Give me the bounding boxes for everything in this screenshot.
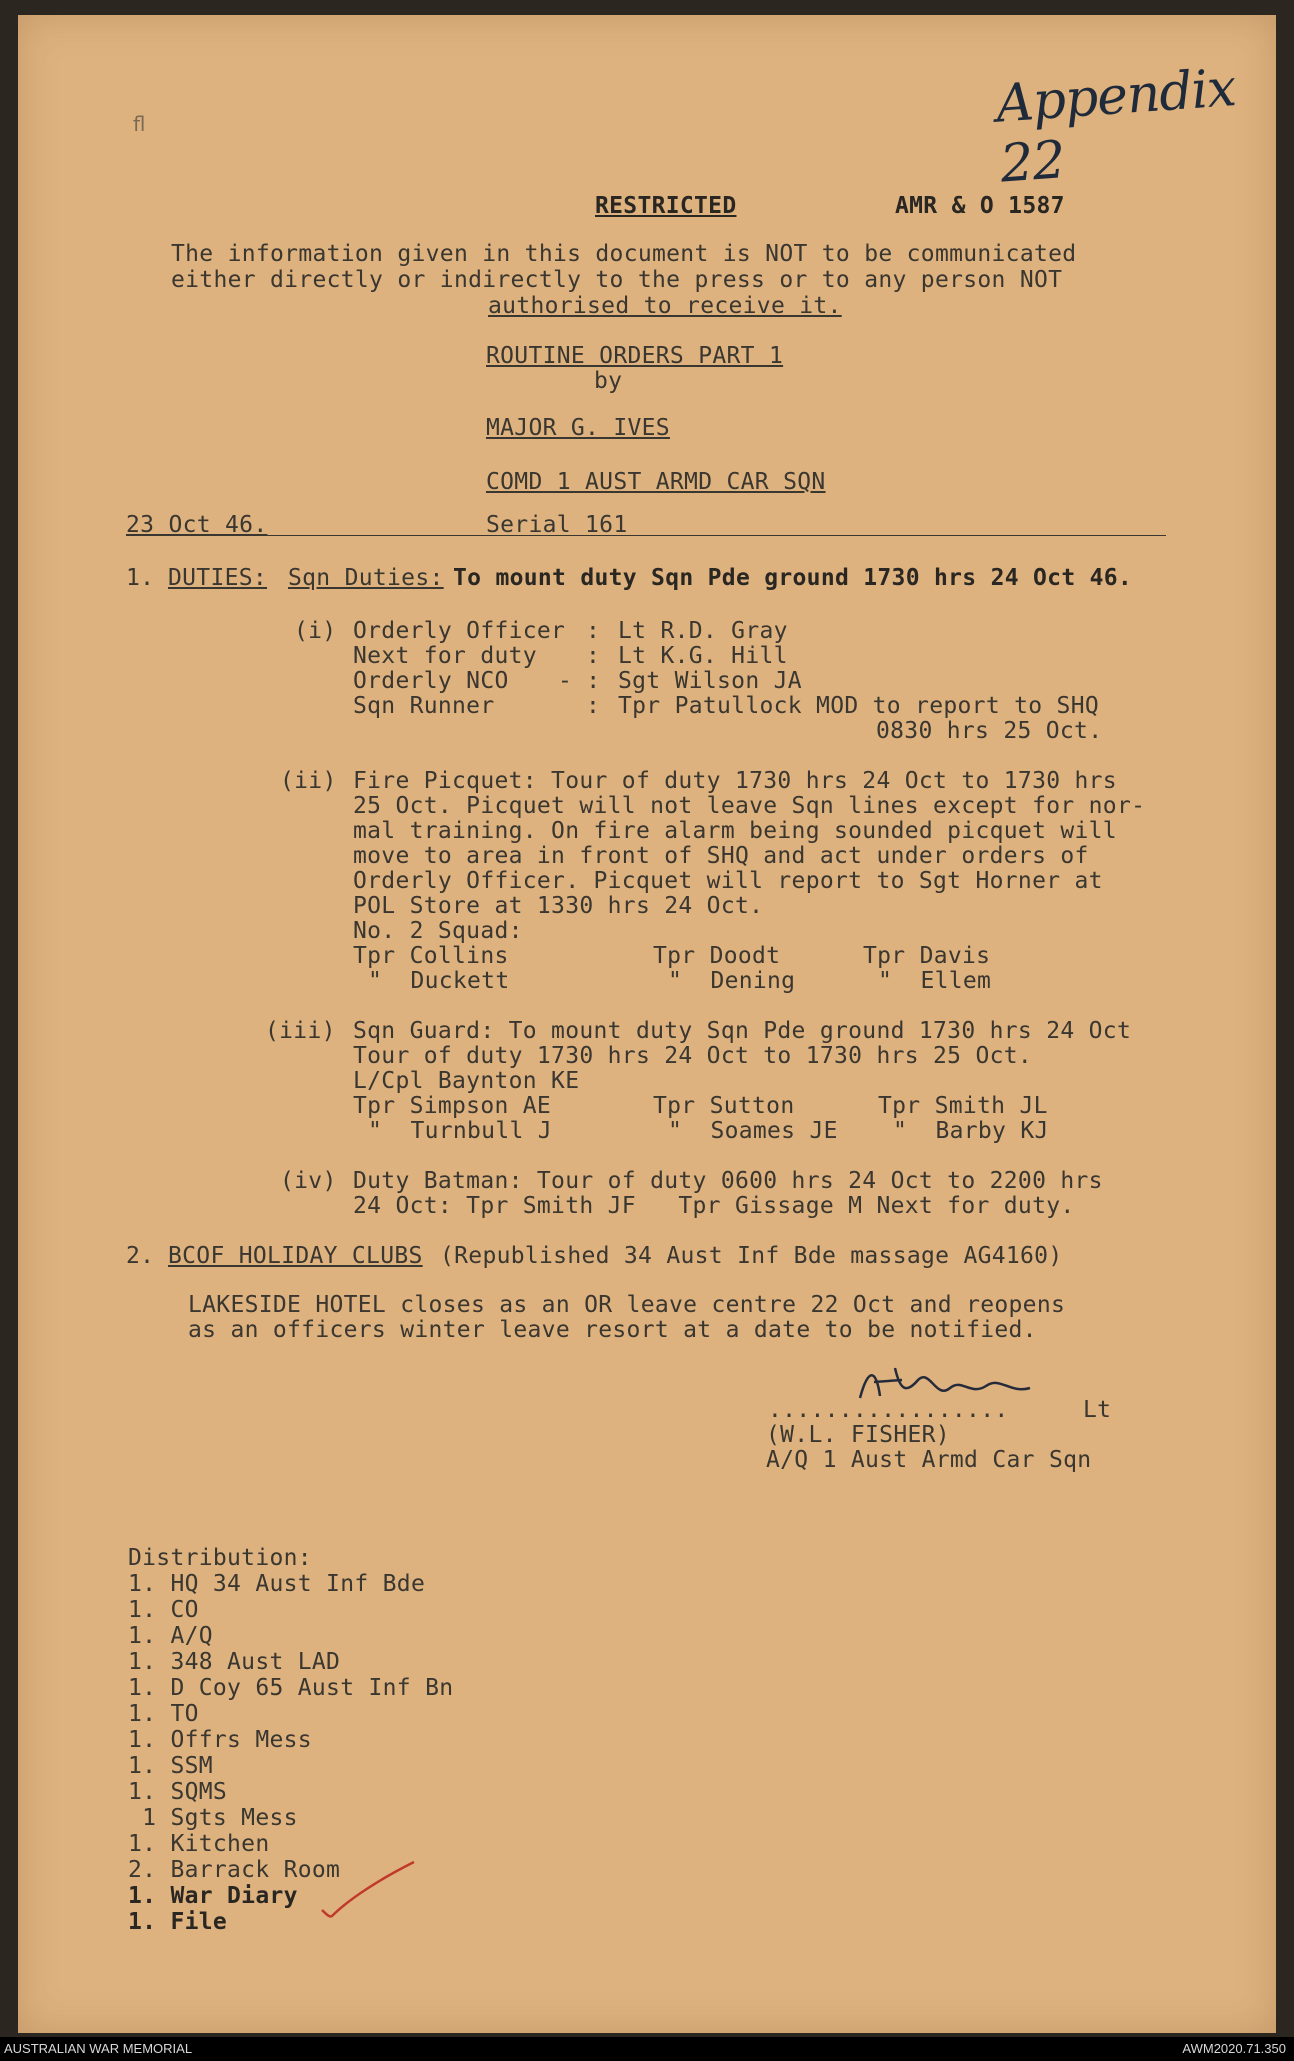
- signature-rank: Lt: [1083, 1397, 1112, 1423]
- section-1-intro: To mount duty Sqn Pde ground 1730 hrs 24 Oct 46.: [453, 565, 1133, 591]
- warning-line-2: either directly or indirectly to the press or to any person NOT: [171, 267, 1063, 293]
- appendix-annotation: Appendix 22: [994, 58, 1238, 195]
- officer-name: MAJOR G. IVES: [486, 415, 670, 441]
- squad-member: Tpr Doodt: [653, 943, 781, 969]
- distribution-item: 1. Kitchen: [128, 1831, 270, 1857]
- duty-name: Sgt Wilson JA: [618, 668, 802, 694]
- duty-name: Tpr Patullock MOD to report to SHQ: [618, 693, 1100, 719]
- duty-role: Sqn Runner: [353, 693, 495, 719]
- item-ii-text: 25 Oct. Picquet will not leave Sqn lines except for nor-: [353, 793, 1146, 819]
- duty-sep: - :: [558, 668, 601, 694]
- squad-member: " Dening: [668, 968, 796, 994]
- title-by: by: [594, 368, 623, 394]
- item-ii-text: Fire Picquet: Tour of duty 1730 hrs 24 Oct to 1730 hrs: [353, 768, 1117, 794]
- duty-sep: :: [586, 618, 601, 644]
- section-2-number: 2.: [126, 1243, 155, 1269]
- section-2-reference: (Republished 34 Aust Inf Bde massage AG4160): [440, 1243, 1063, 1269]
- section-1-heading: DUTIES:: [168, 565, 268, 591]
- distribution-item: 1 Sgts Mess: [128, 1805, 298, 1831]
- duty-name: Lt K.G. Hill: [618, 643, 788, 669]
- section-2-heading: BCOF HOLIDAY CLUBS: [168, 1243, 423, 1269]
- warning-line-3: authorised to receive it.: [488, 293, 842, 319]
- duty-role: Orderly Officer: [353, 618, 566, 644]
- item-iv-label: (iv): [280, 1168, 337, 1194]
- item-iv-text: 24 Oct: Tpr Smith JF Tpr Gissage M Next for duty.: [353, 1193, 1075, 1219]
- footer-accession-number: AWM2020.71.350: [1182, 2041, 1286, 2056]
- distribution-item: 1. War Diary: [128, 1883, 298, 1909]
- corner-mark: ﬂ: [133, 112, 146, 136]
- squad-member: Tpr Collins: [353, 943, 509, 969]
- item-ii-label: (ii): [280, 768, 337, 794]
- distribution-item: 1. D Coy 65 Aust Inf Bn: [128, 1675, 454, 1701]
- distribution-item: 1. SQMS: [128, 1779, 228, 1805]
- warning-line-1: The information given in this document is NOT to be communicated: [171, 241, 1077, 267]
- duty-role: Next for duty: [353, 643, 537, 669]
- runner-continuation: 0830 hrs 25 Oct.: [876, 718, 1103, 744]
- date: 23 Oct 46.: [126, 512, 268, 538]
- guard-member: " Turnbull J: [368, 1118, 552, 1144]
- distribution-item: 1. 348 Aust LAD: [128, 1649, 341, 1675]
- item-iii-text: Tour of duty 1730 hrs 24 Oct to 1730 hrs 25 Oct.: [353, 1043, 1033, 1069]
- distribution-heading: Distribution:: [128, 1545, 312, 1571]
- item-iii-text: L/Cpl Baynton KE: [353, 1068, 580, 1094]
- guard-member: " Soames JE: [668, 1118, 838, 1144]
- guard-member: Tpr Simpson AE: [353, 1093, 552, 1119]
- item-ii-text: mal training. On fire alarm being sounded picquet will: [353, 818, 1117, 844]
- guard-member: " Barby KJ: [893, 1118, 1049, 1144]
- serial: Serial 161: [486, 512, 628, 538]
- duty-sep: :: [586, 693, 601, 719]
- signature-title: A/Q 1 Aust Armd Car Sqn: [766, 1447, 1092, 1473]
- section-1-number: 1.: [126, 565, 155, 591]
- signature-dots: .................: [768, 1397, 1009, 1423]
- distribution-item: 1. HQ 34 Aust Inf Bde: [128, 1571, 426, 1597]
- section-2-text: as an officers winter leave resort at a date to be notified.: [188, 1317, 1037, 1343]
- red-tick-mark: [318, 1860, 418, 1920]
- section-1-sub: Sqn Duties:: [288, 565, 444, 591]
- footer-institution: AUSTRALIAN WAR MEMORIAL: [4, 2041, 193, 2056]
- distribution-item: 1. File: [128, 1909, 228, 1935]
- item-iv-text: Duty Batman: Tour of duty 0600 hrs 24 Oct to 2200 hrs: [353, 1168, 1103, 1194]
- classification: RESTRICTED: [595, 193, 737, 219]
- header-rule: [126, 535, 1166, 536]
- command-line: COMD 1 AUST ARMD CAR SQN: [486, 469, 826, 495]
- item-ii-text: POL Store at 1330 hrs 24 Oct.: [353, 893, 764, 919]
- item-i-label: (i): [294, 618, 337, 644]
- reference-number: AMR & O 1587: [895, 193, 1065, 219]
- guard-member: Tpr Smith JL: [878, 1093, 1048, 1119]
- duty-role: Orderly NCO: [353, 668, 509, 694]
- squad-member: " Duckett: [368, 968, 510, 994]
- title-line: ROUTINE ORDERS PART 1: [486, 343, 784, 369]
- duty-name: Lt R.D. Gray: [618, 618, 788, 644]
- distribution-item: 1. TO: [128, 1701, 199, 1727]
- item-ii-text: move to area in front of SHQ and act under orders of: [353, 843, 1089, 869]
- archive-footer: [0, 2037, 1294, 2061]
- distribution-item: 1. SSM: [128, 1753, 213, 1779]
- distribution-item: 1. Offrs Mess: [128, 1727, 312, 1753]
- squad-member: Tpr Davis: [863, 943, 991, 969]
- item-ii-text: No. 2 Squad:: [353, 918, 523, 944]
- guard-member: Tpr Sutton: [653, 1093, 795, 1119]
- item-iii-label: (iii): [265, 1018, 336, 1044]
- signature-name: (W.L. FISHER): [766, 1422, 950, 1448]
- item-iii-text: Sqn Guard: To mount duty Sqn Pde ground 1730 hrs 24 Oct: [353, 1018, 1132, 1044]
- distribution-item: 1. A/Q: [128, 1623, 213, 1649]
- squad-member: " Ellem: [878, 968, 992, 994]
- distribution-item: 2. Barrack Room: [128, 1857, 341, 1883]
- distribution-item: 1. CO: [128, 1597, 199, 1623]
- section-2-text: LAKESIDE HOTEL closes as an OR leave centre 22 Oct and reopens: [188, 1292, 1066, 1318]
- document-page: [18, 15, 1276, 2033]
- item-ii-text: Orderly Officer. Picquet will report to Sgt Horner at: [353, 868, 1103, 894]
- duty-sep: :: [586, 643, 601, 669]
